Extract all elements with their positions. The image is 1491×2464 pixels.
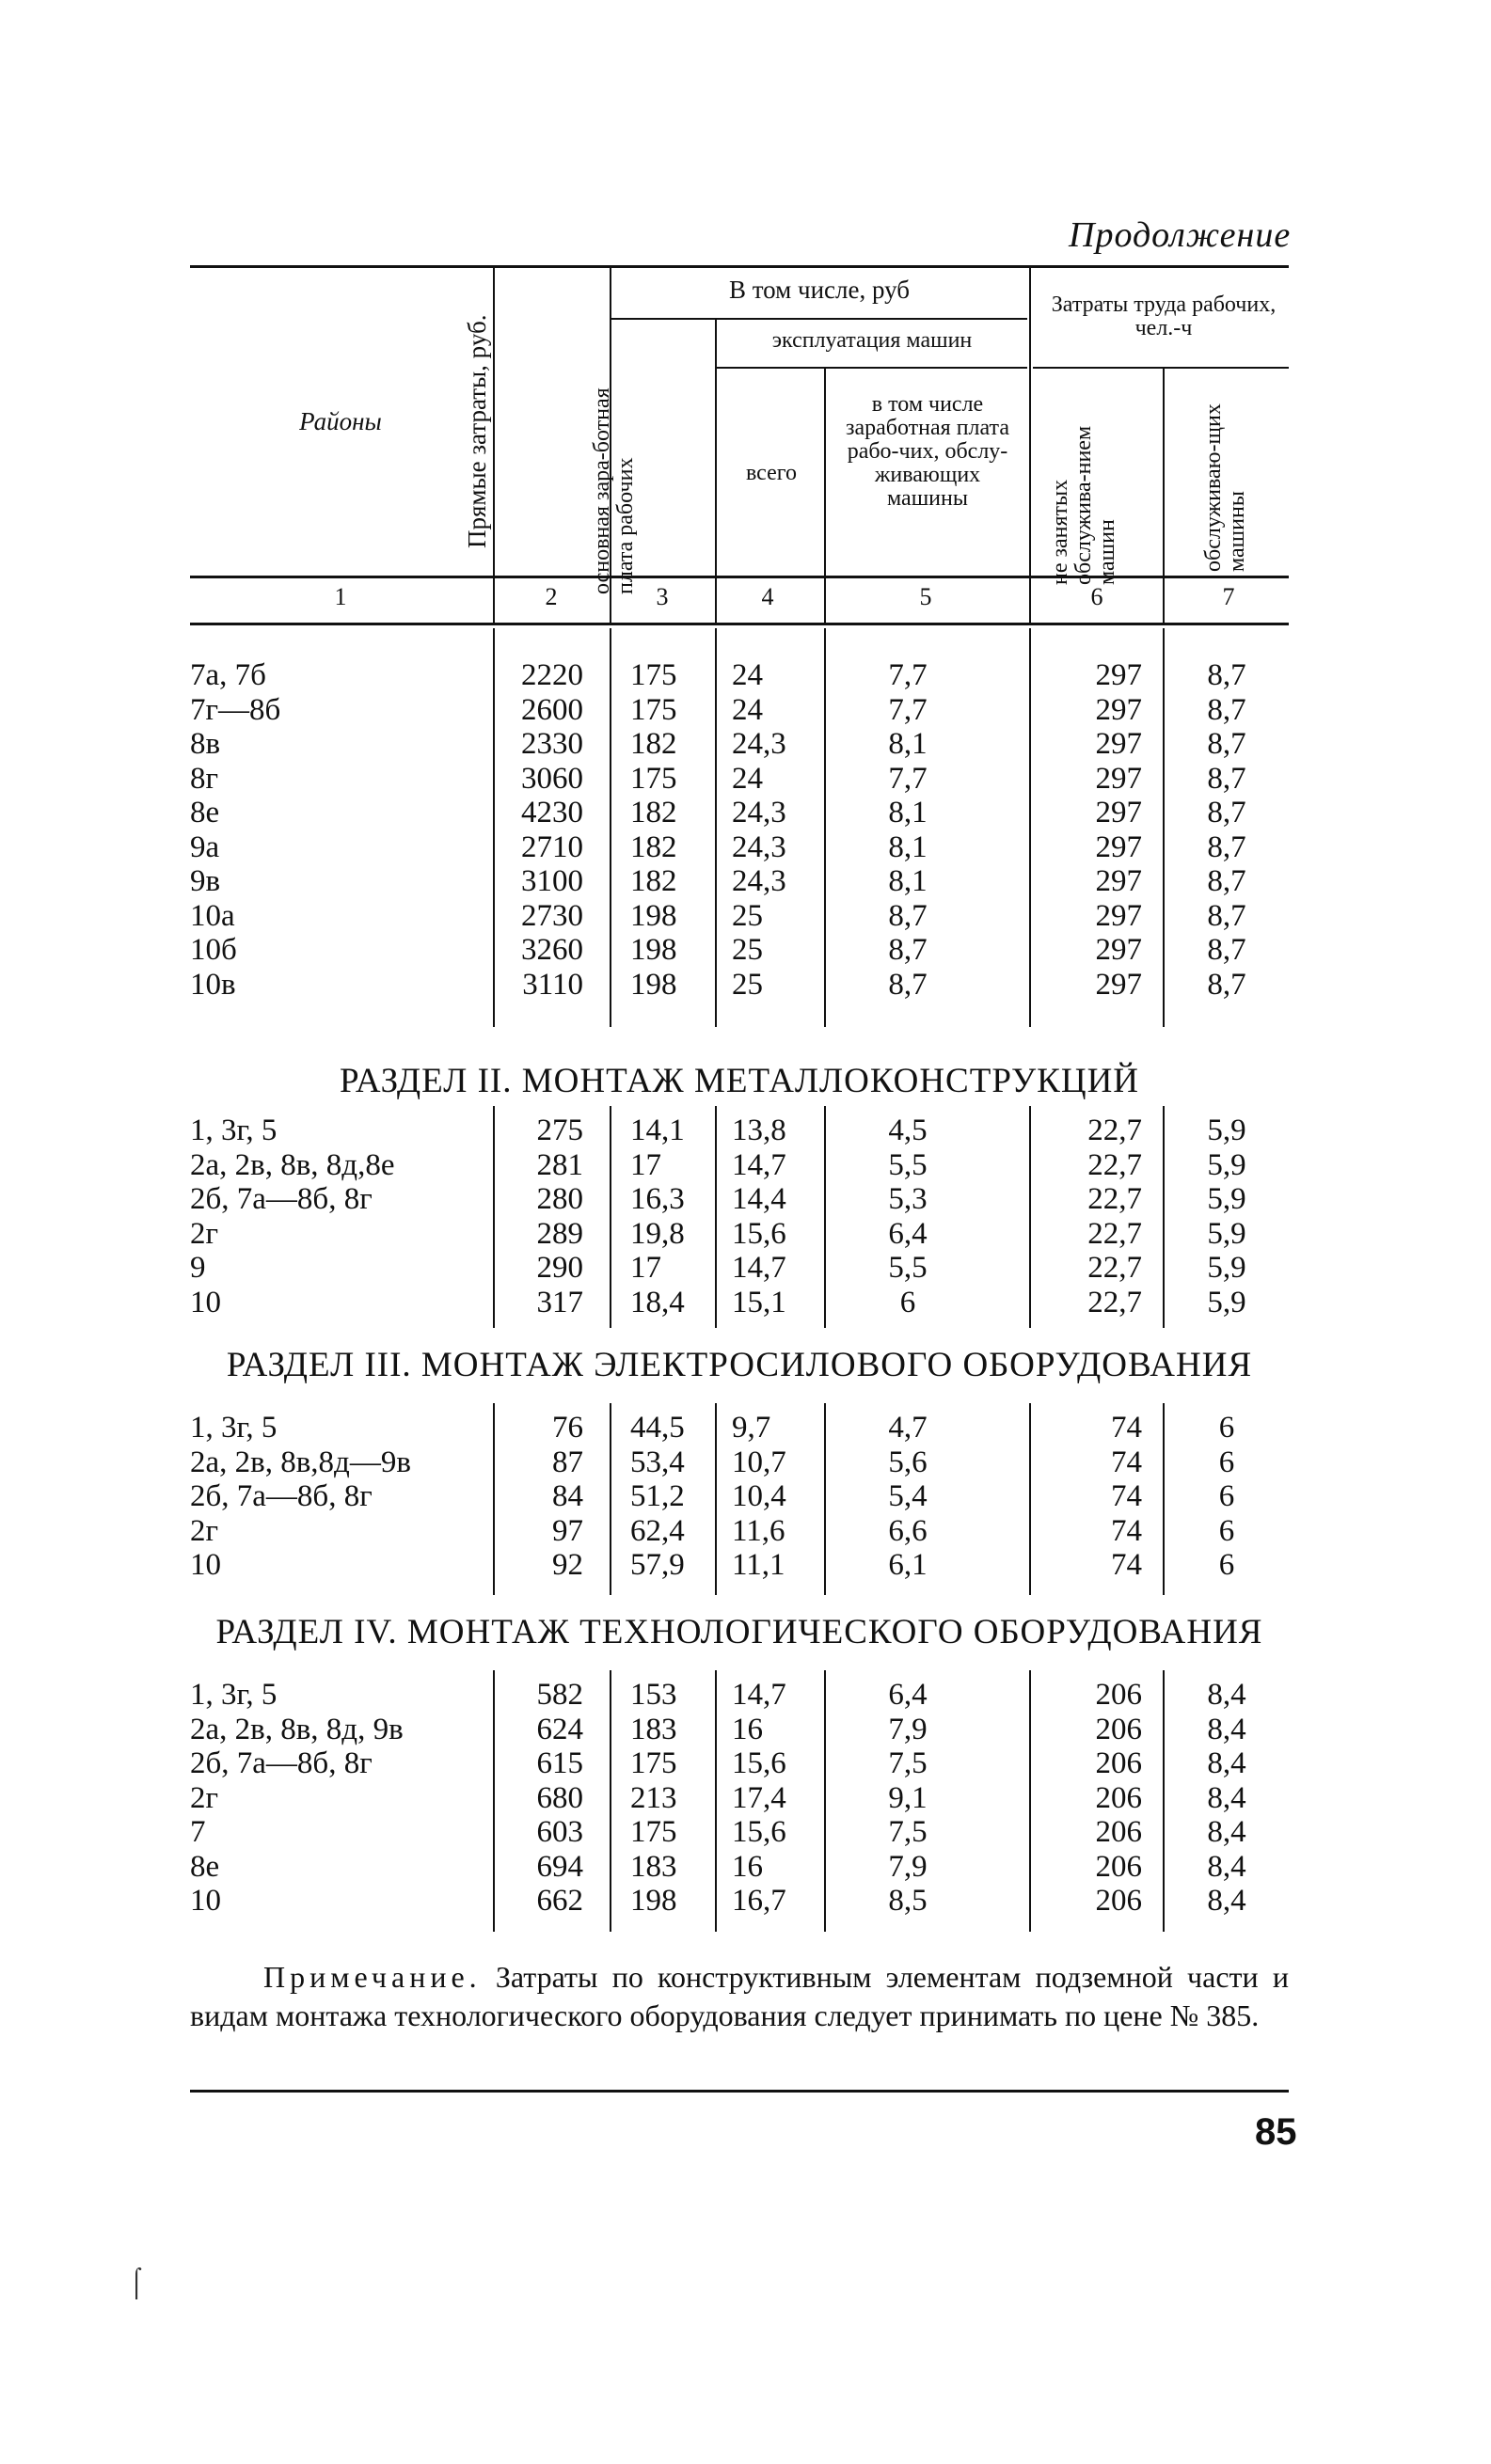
section-2-title: РАЗДЕЛ II. МОНТАЖ МЕТАЛЛОКОНСТРУКЦИЙ — [339, 1062, 1140, 1100]
continuation-label: Продолжение — [1069, 215, 1292, 255]
section-1-vline-6 — [1163, 628, 1165, 1027]
cell-obsluzhivayushchih: 8,7 — [1207, 761, 1246, 796]
table-row — [0, 1548, 1491, 1583]
section-3-title: РАЗДЕЛ III. МОНТАЖ ЭЛЕКТРОСИЛОВОГО ОБОРУДОВАНИЯ — [226, 1346, 1253, 1384]
cell-zp-mashin: 7,5 — [888, 1746, 928, 1780]
cell-vsego: 15,6 — [732, 1216, 786, 1251]
cell-obsluzhivayushchih: 8,7 — [1207, 658, 1246, 692]
cell-ne-zanyatyh: 22,7 — [1087, 1251, 1142, 1285]
cell-obsluzhivayushchih: 8,4 — [1207, 1780, 1246, 1815]
cell-zp-mashin: 7,7 — [888, 658, 928, 692]
cell-rayon: 8е — [190, 1849, 220, 1884]
cell-zp-mashin: 6,4 — [888, 1678, 928, 1712]
cell-zp-mashin: 5,4 — [888, 1479, 928, 1513]
table-row — [0, 1514, 1491, 1549]
cell-ne-zanyatyh: 297 — [1095, 967, 1142, 1002]
cell-zp-mashin: 6,6 — [888, 1513, 928, 1548]
cell-zp-mashin: 8,1 — [888, 864, 928, 898]
cell-vsego: 16,7 — [732, 1884, 786, 1918]
cell-vsego: 16 — [732, 1849, 763, 1884]
section-3-vline-6 — [1163, 1403, 1165, 1595]
cell-obsluzhivayushchih: 5,9 — [1207, 1147, 1246, 1182]
cell-pryamye: 76 — [552, 1411, 583, 1445]
header-ekspluatatsiya: эксплуатация машин — [771, 328, 973, 353]
header-v-tom-chisle: В том числе, руб — [728, 276, 911, 304]
page-number: 85 — [1255, 2111, 1297, 2153]
cell-zp-mashin: 6,4 — [888, 1216, 928, 1251]
cell-obsluzhivayushchih: 5,9 — [1207, 1251, 1246, 1285]
cell-zp-mashin: 7,7 — [888, 692, 928, 727]
cell-rayon: 2б, 7а—8б, 8г — [190, 1182, 373, 1216]
cell-rayon: 9в — [190, 864, 221, 898]
cell-zp-mashin: 4,7 — [888, 1411, 928, 1445]
cell-vsego: 9,7 — [732, 1411, 771, 1445]
cell-pryamye: 615 — [536, 1746, 583, 1780]
cell-pryamye: 275 — [536, 1114, 583, 1147]
section-2-vline-1 — [493, 1106, 495, 1328]
cell-rayon: 2г — [190, 1513, 219, 1548]
note-paragraph — [190, 1958, 1289, 2035]
cell-rayon: 10 — [190, 1285, 221, 1319]
header-subrule-2 — [717, 367, 1027, 369]
cell-osnovnaya: 17 — [630, 1147, 661, 1182]
cell-osnovnaya: 182 — [630, 829, 677, 864]
cell-zp-mashin: 5,5 — [888, 1147, 928, 1182]
cell-rayon: 2г — [190, 1216, 219, 1251]
cell-pryamye: 680 — [536, 1780, 583, 1815]
cell-obsluzhivayushchih: 8,7 — [1207, 898, 1246, 933]
table-row — [0, 796, 1491, 830]
table-row — [0, 658, 1491, 693]
cell-ne-zanyatyh: 206 — [1095, 1678, 1142, 1712]
cell-obsluzhivayushchih: 8,7 — [1207, 967, 1246, 1002]
colnum-2: 2 — [545, 583, 558, 610]
cell-obsluzhivayushchih: 8,7 — [1207, 933, 1246, 967]
cell-osnovnaya: 213 — [630, 1780, 677, 1815]
cell-osnovnaya: 198 — [630, 967, 677, 1002]
cell-osnovnaya: 175 — [630, 658, 677, 692]
cell-rayon: 8в — [190, 727, 221, 761]
cell-osnovnaya: 198 — [630, 933, 677, 967]
table-row — [0, 762, 1491, 797]
cell-vsego: 14,7 — [732, 1147, 786, 1182]
header-vline-5 — [1029, 265, 1031, 623]
header-obsluzhivayushchih: обслуживаю-щих машины — [1201, 403, 1249, 572]
cell-vsego: 24 — [732, 692, 763, 727]
table-row — [0, 968, 1491, 1003]
cell-obsluzhivayushchih: 8,7 — [1207, 692, 1246, 727]
table-row — [0, 1678, 1491, 1713]
cell-osnovnaya: 183 — [630, 1712, 677, 1746]
cell-vsego: 10,7 — [732, 1445, 786, 1479]
cell-zp-mashin: 6 — [899, 1285, 916, 1319]
cell-rayon: 10а — [190, 898, 235, 933]
cell-rayon: 10 — [190, 1548, 221, 1582]
header-zatraty-truda: Затраты труда рабочих, чел.-ч — [1051, 292, 1277, 340]
cell-vsego: 24,3 — [732, 829, 786, 864]
cell-ne-zanyatyh: 297 — [1095, 727, 1142, 761]
cell-zp-mashin: 4,5 — [888, 1114, 928, 1147]
cell-rayon: 2а, 2в, 8в, 8д, 9в — [190, 1712, 404, 1746]
table-row — [0, 899, 1491, 934]
cell-rayon: 1, 3г, 5 — [190, 1114, 278, 1147]
cell-ne-zanyatyh: 206 — [1095, 1746, 1142, 1780]
table-row — [0, 1815, 1491, 1850]
cell-obsluzhivayushchih: 8,7 — [1207, 829, 1246, 864]
cell-osnovnaya: 183 — [630, 1849, 677, 1884]
cell-pryamye: 2220 — [521, 658, 583, 692]
cell-zp-mashin: 8,1 — [888, 829, 928, 864]
cell-obsluzhivayushchih: 8,4 — [1207, 1678, 1246, 1712]
cell-ne-zanyatyh: 206 — [1095, 1780, 1142, 1815]
colnum-7: 7 — [1222, 583, 1235, 610]
cell-zp-mashin: 7,9 — [888, 1849, 928, 1884]
cell-vsego: 14,7 — [732, 1251, 786, 1285]
cell-ne-zanyatyh: 297 — [1095, 864, 1142, 898]
cell-vsego: 14,7 — [732, 1678, 786, 1712]
table-row — [0, 693, 1491, 728]
section-2-vline-4 — [824, 1106, 826, 1328]
section-3-vline-2 — [610, 1403, 611, 1595]
cell-vsego: 24 — [732, 761, 763, 796]
table-row — [0, 1746, 1491, 1781]
section-1-vline-4 — [824, 628, 826, 1027]
cell-pryamye: 624 — [536, 1712, 583, 1746]
header-vline-6 — [1163, 367, 1165, 623]
cell-zp-mashin: 5,5 — [888, 1251, 928, 1285]
note-text: Затраты по конструктивным элементам подземной части и видам монтажа технологического оборудования следует принимать по цене № 385. — [190, 1960, 1290, 2032]
cell-ne-zanyatyh: 22,7 — [1087, 1285, 1142, 1319]
cell-pryamye: 3260 — [521, 933, 583, 967]
cell-ne-zanyatyh: 297 — [1095, 761, 1142, 796]
section-4-vline-3 — [715, 1670, 717, 1932]
cell-osnovnaya: 182 — [630, 796, 677, 829]
section-2-vline-2 — [610, 1106, 611, 1328]
table-row — [0, 727, 1491, 762]
colnum-3: 3 — [656, 583, 669, 610]
cell-zp-mashin: 8,7 — [888, 967, 928, 1002]
cell-osnovnaya: 14,1 — [630, 1114, 685, 1147]
cell-vsego: 17,4 — [732, 1780, 786, 1815]
cell-rayon: 2а, 2в, 8в, 8д,8е — [190, 1147, 395, 1182]
cell-vsego: 24 — [732, 658, 763, 692]
cell-osnovnaya: 198 — [630, 1884, 677, 1918]
cell-obsluzhivayushchih: 6 — [1218, 1513, 1235, 1548]
cell-obsluzhivayushchih: 8,4 — [1207, 1849, 1246, 1884]
header-vline-4 — [824, 367, 826, 623]
cell-ne-zanyatyh: 22,7 — [1087, 1147, 1142, 1182]
cell-pryamye: 3100 — [521, 864, 583, 898]
cell-zp-mashin: 6,1 — [888, 1548, 928, 1582]
table-row — [0, 1286, 1491, 1320]
cell-ne-zanyatyh: 74 — [1111, 1445, 1142, 1479]
cell-ne-zanyatyh: 297 — [1095, 796, 1142, 829]
cell-ne-zanyatyh: 22,7 — [1087, 1114, 1142, 1147]
table-row — [0, 1850, 1491, 1885]
cell-osnovnaya: 17 — [630, 1251, 661, 1285]
stray-mark: ⌠ — [128, 2267, 146, 2298]
table-row — [0, 1182, 1491, 1217]
cell-obsluzhivayushchih: 6 — [1218, 1548, 1235, 1582]
cell-obsluzhivayushchih: 8,7 — [1207, 727, 1246, 761]
cell-zp-mashin: 7,5 — [888, 1815, 928, 1849]
cell-vsego: 25 — [732, 933, 763, 967]
section-4-vline-4 — [824, 1670, 826, 1932]
table-row — [0, 830, 1491, 865]
cell-obsluzhivayushchih: 8,7 — [1207, 864, 1246, 898]
cell-rayon: 1, 3г, 5 — [190, 1678, 278, 1712]
cell-vsego: 15,6 — [732, 1815, 786, 1849]
cell-vsego: 11,1 — [732, 1548, 785, 1582]
cell-osnovnaya: 175 — [630, 1746, 677, 1780]
cell-ne-zanyatyh: 206 — [1095, 1815, 1142, 1849]
cell-pryamye: 290 — [536, 1251, 583, 1285]
section-3-vline-1 — [493, 1403, 495, 1595]
cell-zp-mashin: 8,7 — [888, 933, 928, 967]
cell-vsego: 25 — [732, 967, 763, 1002]
cell-rayon: 10в — [190, 967, 236, 1002]
cell-pryamye: 3110 — [522, 967, 583, 1002]
section-3-vline-5 — [1029, 1403, 1031, 1595]
cell-zp-mashin: 7,7 — [888, 761, 928, 796]
colnum-bottom-rule — [190, 623, 1289, 625]
cell-vsego: 16 — [732, 1712, 763, 1746]
cell-obsluzhivayushchih: 6 — [1218, 1411, 1235, 1445]
cell-rayon: 2б, 7а—8б, 8г — [190, 1746, 373, 1780]
cell-rayon: 8г — [190, 761, 219, 796]
cell-obsluzhivayushchih: 5,9 — [1207, 1182, 1246, 1216]
cell-ne-zanyatyh: 74 — [1111, 1479, 1142, 1513]
cell-pryamye: 2730 — [521, 898, 583, 933]
table-row — [0, 1884, 1491, 1919]
cell-obsluzhivayushchih: 8,4 — [1207, 1746, 1246, 1780]
cell-zp-mashin: 9,1 — [888, 1780, 928, 1815]
table-top-rule — [190, 265, 1289, 268]
section-3-vline-4 — [824, 1403, 826, 1595]
cell-osnovnaya: 57,9 — [630, 1548, 685, 1582]
cell-zp-mashin: 8,1 — [888, 796, 928, 829]
cell-zp-mashin: 8,5 — [888, 1884, 928, 1918]
cell-osnovnaya: 62,4 — [630, 1513, 685, 1548]
cell-rayon: 2а, 2в, 8в,8д—9в — [190, 1445, 411, 1479]
cell-osnovnaya: 53,4 — [630, 1445, 685, 1479]
cell-rayon: 9 — [190, 1251, 206, 1285]
cell-pryamye: 694 — [536, 1849, 583, 1884]
cell-pryamye: 603 — [536, 1815, 583, 1849]
cell-pryamye: 317 — [536, 1285, 583, 1319]
table-row — [0, 1114, 1491, 1148]
cell-zp-mashin: 8,7 — [888, 898, 928, 933]
cell-ne-zanyatyh: 74 — [1111, 1411, 1142, 1445]
section-3-vline-3 — [715, 1403, 717, 1595]
cell-vsego: 14,4 — [732, 1182, 786, 1216]
colnum-1: 1 — [334, 583, 347, 610]
cell-ne-zanyatyh: 297 — [1095, 692, 1142, 727]
cell-obsluzhivayushchih: 8,7 — [1207, 796, 1246, 829]
cell-osnovnaya: 18,4 — [630, 1285, 685, 1319]
header-ne-zanyatyh: не занятых обслужива-нием машин — [1048, 425, 1119, 585]
cell-osnovnaya: 175 — [630, 1815, 677, 1849]
table-row — [0, 1148, 1491, 1183]
cell-pryamye: 4230 — [521, 796, 583, 829]
cell-rayon: 1, 3г, 5 — [190, 1411, 278, 1445]
cell-pryamye: 2710 — [521, 829, 583, 864]
cell-vsego: 24,3 — [732, 727, 786, 761]
cell-vsego: 24,3 — [732, 796, 786, 829]
cell-rayon: 7 — [190, 1815, 206, 1849]
cell-rayon: 7а, 7б — [190, 658, 266, 692]
section-2-vline-3 — [715, 1106, 717, 1328]
cell-pryamye: 97 — [552, 1513, 583, 1548]
table-row — [0, 1713, 1491, 1747]
cell-obsluzhivayushchih: 5,9 — [1207, 1216, 1246, 1251]
section-4-vline-1 — [493, 1670, 495, 1932]
cell-ne-zanyatyh: 297 — [1095, 933, 1142, 967]
cell-pryamye: 582 — [536, 1678, 583, 1712]
cell-obsluzhivayushchih: 6 — [1218, 1479, 1235, 1513]
cell-ne-zanyatyh: 297 — [1095, 658, 1142, 692]
cell-zp-mashin: 7,9 — [888, 1712, 928, 1746]
cell-rayon: 8е — [190, 796, 220, 829]
cell-pryamye: 84 — [552, 1479, 583, 1513]
section-4-vline-5 — [1029, 1670, 1031, 1932]
colnum-5: 5 — [919, 583, 932, 610]
cell-pryamye: 281 — [536, 1147, 583, 1182]
cell-vsego: 25 — [732, 898, 763, 933]
header-v-tom-chisle-zp: в том числе заработная плата рабо-чих, обслу-живающих машины — [846, 392, 1009, 511]
cell-vsego: 11,6 — [732, 1513, 785, 1548]
cell-osnovnaya: 182 — [630, 727, 677, 761]
table-row — [0, 1479, 1491, 1514]
header-subrule-1 — [611, 318, 1027, 320]
cell-obsluzhivayushchih: 8,4 — [1207, 1712, 1246, 1746]
cell-osnovnaya: 51,2 — [630, 1479, 685, 1513]
cell-pryamye: 280 — [536, 1182, 583, 1216]
header-vsego: всего — [745, 461, 798, 485]
cell-rayon: 10 — [190, 1884, 221, 1918]
cell-ne-zanyatyh: 74 — [1111, 1548, 1142, 1582]
cell-pryamye: 87 — [552, 1445, 583, 1479]
table-row — [0, 933, 1491, 968]
cell-zp-mashin: 5,3 — [888, 1182, 928, 1216]
table-row — [0, 1445, 1491, 1480]
section-1-vline-2 — [610, 628, 611, 1027]
cell-osnovnaya: 175 — [630, 761, 677, 796]
cell-osnovnaya: 19,8 — [630, 1216, 685, 1251]
cell-obsluzhivayushchih: 5,9 — [1207, 1285, 1246, 1319]
cell-obsluzhivayushchih: 8,4 — [1207, 1815, 1246, 1849]
cell-vsego: 15,6 — [732, 1746, 786, 1780]
note-label: Примечание. — [263, 1960, 482, 1994]
cell-osnovnaya: 175 — [630, 692, 677, 727]
cell-rayon: 2б, 7а—8б, 8г — [190, 1479, 373, 1513]
cell-ne-zanyatyh: 206 — [1095, 1849, 1142, 1884]
cell-rayon: 9а — [190, 829, 220, 864]
section-2-vline-6 — [1163, 1106, 1165, 1328]
section-2-vline-5 — [1029, 1106, 1031, 1328]
cell-osnovnaya: 182 — [630, 864, 677, 898]
cell-ne-zanyatyh: 297 — [1095, 829, 1142, 864]
section-1-vline-5 — [1029, 628, 1031, 1027]
cell-pryamye: 289 — [536, 1216, 583, 1251]
header-pryamye: Прямые затраты, руб. — [463, 314, 491, 548]
colnum-6: 6 — [1090, 583, 1103, 610]
cell-vsego: 10,4 — [732, 1479, 786, 1513]
cell-pryamye: 3060 — [521, 761, 583, 796]
cell-pryamye: 92 — [552, 1548, 583, 1582]
cell-osnovnaya: 153 — [630, 1678, 677, 1712]
section-1-vline-1 — [493, 628, 495, 1027]
cell-osnovnaya: 198 — [630, 898, 677, 933]
cell-zp-mashin: 5,6 — [888, 1445, 928, 1479]
cell-vsego: 24,3 — [732, 864, 786, 898]
cell-vsego: 15,1 — [732, 1285, 786, 1319]
table-row — [0, 1217, 1491, 1252]
cell-obsluzhivayushchih: 5,9 — [1207, 1114, 1246, 1147]
header-osnovnaya: основная зара-ботная плата рабочих — [590, 387, 638, 594]
cell-ne-zanyatyh: 22,7 — [1087, 1182, 1142, 1216]
cell-ne-zanyatyh: 74 — [1111, 1513, 1142, 1548]
table-row — [0, 1411, 1491, 1445]
cell-rayon: 10б — [190, 933, 237, 967]
cell-pryamye: 2330 — [521, 727, 583, 761]
cell-pryamye: 2600 — [521, 692, 583, 727]
cell-obsluzhivayushchih: 6 — [1218, 1445, 1235, 1479]
section-4-vline-6 — [1163, 1670, 1165, 1932]
section-4-title: РАЗДЕЛ IV. МОНТАЖ ТЕХНОЛОГИЧЕСКОГО ОБОРУДОВАНИЯ — [215, 1613, 1263, 1651]
header-vline-3 — [715, 318, 717, 623]
colnum-4: 4 — [761, 583, 774, 610]
table-row — [0, 1781, 1491, 1816]
cell-rayon: 2г — [190, 1780, 219, 1815]
cell-ne-zanyatyh: 206 — [1095, 1712, 1142, 1746]
cell-osnovnaya: 16,3 — [630, 1182, 685, 1216]
cell-rayon: 7г—8б — [190, 692, 281, 727]
cell-osnovnaya: 44,5 — [630, 1411, 685, 1445]
cell-zp-mashin: 8,1 — [888, 727, 928, 761]
cell-ne-zanyatyh: 22,7 — [1087, 1216, 1142, 1251]
table-row — [0, 1251, 1491, 1286]
cell-obsluzhivayushchih: 8,4 — [1207, 1884, 1246, 1918]
cell-ne-zanyatyh: 206 — [1095, 1884, 1142, 1918]
cell-vsego: 13,8 — [732, 1114, 786, 1147]
table-row — [0, 864, 1491, 899]
header-rayony: Районы — [299, 407, 382, 435]
cell-pryamye: 662 — [536, 1884, 583, 1918]
footer-rule — [190, 2090, 1289, 2093]
cell-ne-zanyatyh: 297 — [1095, 898, 1142, 933]
section-1-vline-3 — [715, 628, 717, 1027]
section-4-vline-2 — [610, 1670, 611, 1932]
